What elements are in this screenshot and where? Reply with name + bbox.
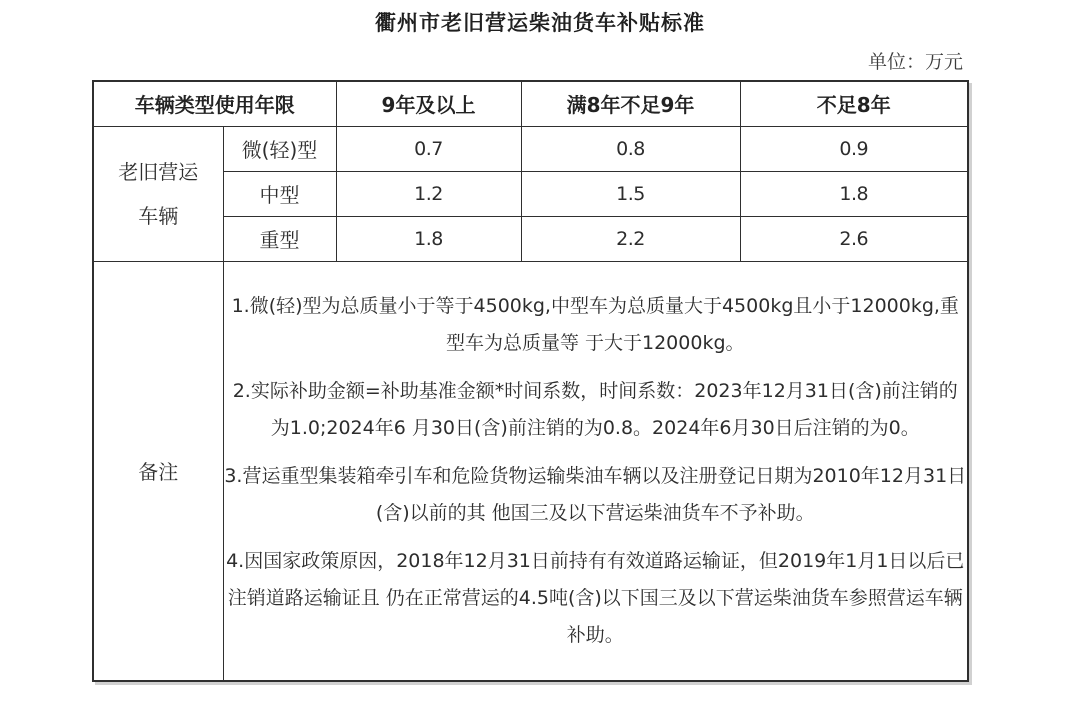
remark-item-1: 1.微(轻)型为总质量小于等于4500kg,中型车为总质量大于4500kg且小于12000kg,重型车为总质量等 于大于12000kg。	[231, 294, 959, 354]
subsidy-value: 1.8	[740, 171, 968, 216]
header-under-8-years: 不足8年	[740, 81, 968, 126]
subsidy-value: 2.2	[521, 216, 740, 261]
remarks-label: 备注	[93, 261, 223, 681]
subsidy-value: 0.8	[521, 126, 740, 171]
unit-label: 单位：万元	[867, 51, 963, 73]
header-vehicle-type-years: 车辆类型使用年限	[93, 81, 336, 126]
subsidy-value: 1.8	[336, 216, 521, 261]
header-9-years-plus: 9年及以上	[336, 81, 521, 126]
subsidy-value: 1.5	[521, 171, 740, 216]
subsidy-value: 1.2	[336, 171, 521, 216]
vehicle-group-cell	[93, 126, 223, 261]
page-title: 衢州市老旧营运柴油货车补贴标准	[375, 11, 705, 35]
remark-item-2: 2.实际补助金额=补助基准金额*时间系数，时间系数：2023年12月31日(含)前注销的为1.0;2024年6 月30日(含)前注销的为0.8。2024年6月30日后注销的为0。	[232, 379, 958, 439]
remark-item-4: 4.因国家政策原因，2018年12月31日前持有有效道路运输证，但2019年1月1日以后已注销道路运输证且 仍在正常营运的4.5吨(含)以下国三及以下营运柴油货车参照营运车辆补助。	[226, 549, 965, 646]
vehicle-type-label: 重型	[223, 216, 336, 261]
vehicle-group-label: 老旧营运车辆	[118, 159, 199, 228]
subsidy-value: 2.6	[740, 216, 968, 261]
header-8-to-9-years: 满8年不足9年	[521, 81, 740, 126]
remarks-row	[93, 261, 968, 681]
subsidy-value: 0.7	[336, 126, 521, 171]
remark-item-3: 3.营运重型集装箱牵引车和危险货物运输柴油车辆以及注册登记日期为2010年12月31日(含)以前的其 他国三及以下营运柴油货车不予补助。	[224, 464, 967, 524]
remarks-content	[223, 261, 968, 681]
table-header-row	[93, 81, 968, 126]
table-row-heavy	[93, 216, 968, 261]
subsidy-value: 0.9	[740, 126, 968, 171]
vehicle-type-label: 微(轻)型	[223, 126, 336, 171]
vehicle-type-label: 中型	[223, 171, 336, 216]
table-row-micro-light	[93, 126, 968, 171]
subsidy-table	[92, 80, 969, 682]
table-row-medium	[93, 171, 968, 216]
